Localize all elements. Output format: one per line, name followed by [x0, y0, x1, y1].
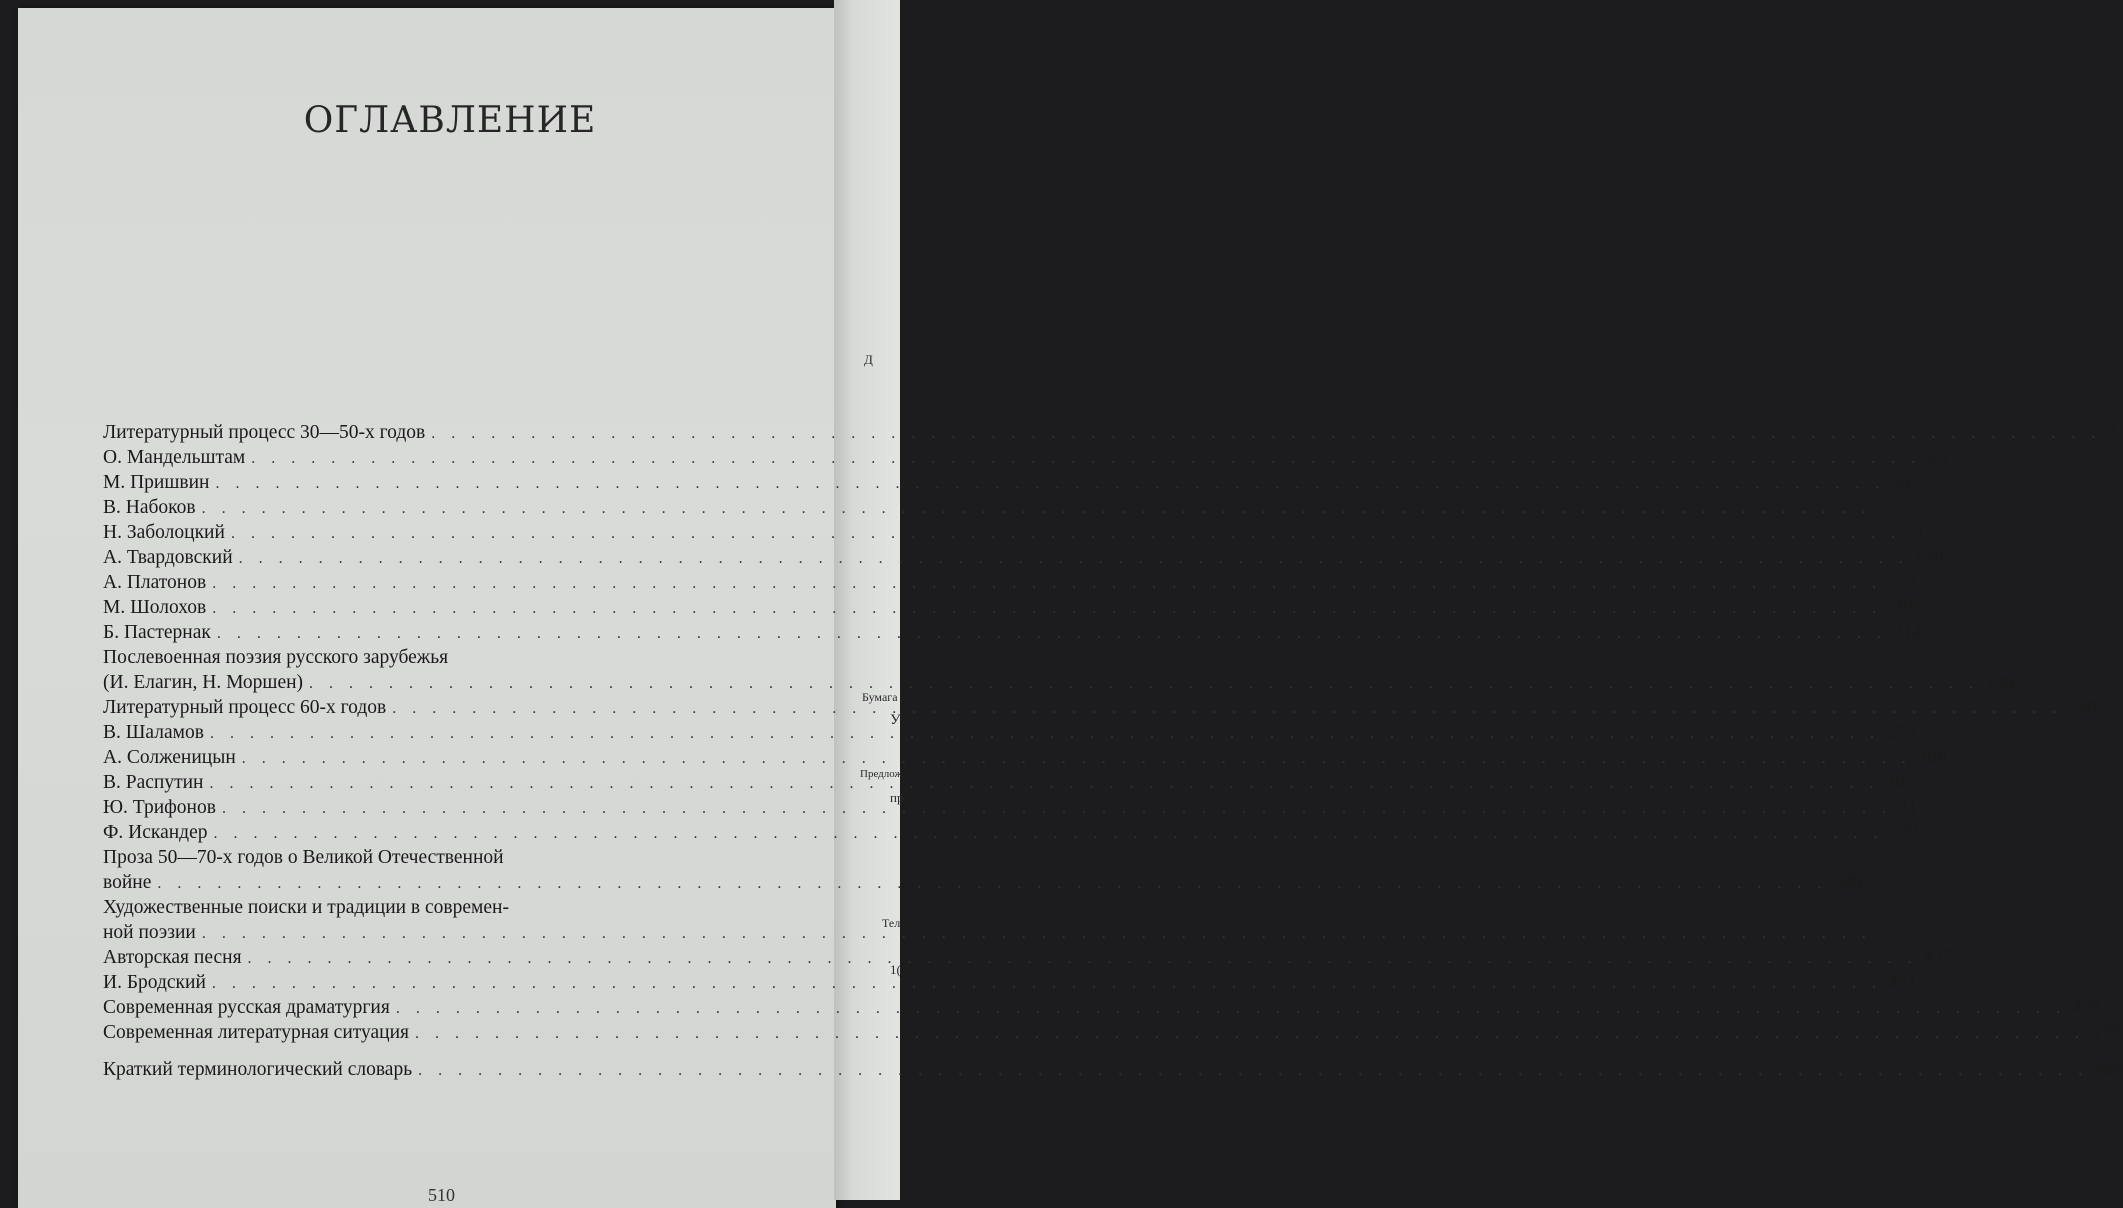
- toc-entry: [103, 720, 1916, 745]
- toc-entry-title: Литературный процесс 60-х годов: [103, 697, 387, 718]
- toc-entry: [103, 970, 1918, 995]
- toc-entry-page: 372: [1877, 922, 1908, 943]
- toc-entry-page: 248: [2068, 697, 2098, 718]
- page-number: 510: [428, 1185, 455, 1205]
- toc-entry-page: 214: [1892, 622, 1923, 643]
- toc-entry-page: 479: [2091, 1022, 2121, 1043]
- toc-entry-page: 333: [1889, 822, 1919, 843]
- toc-entry-page: 305: [1885, 772, 1915, 793]
- toc-entry-title: Ю. Трифонов: [103, 797, 216, 818]
- toc-entry-page: 77: [1877, 497, 1898, 518]
- toc-entry: [103, 620, 1923, 645]
- toc-entry-title: О. Мандельштам: [103, 447, 246, 468]
- toc-entry-title: Ф. Искандер: [103, 822, 208, 843]
- toc-entry-title: (И. Елагин, Н. Моршен): [103, 672, 304, 693]
- toc-entry-title: Краткий терминологический словарь: [103, 1059, 413, 1080]
- toc-entry-title: М. Шолохов: [103, 597, 207, 618]
- toc-entry-page: 349: [1833, 872, 1863, 893]
- toc-entry: [103, 945, 1953, 970]
- toc-entry-title-line1: Художественные поиски и традиции в современ-: [103, 897, 509, 918]
- toc-entry: [103, 495, 1898, 520]
- toc-entry: [103, 995, 2102, 1020]
- toc-entry-title: Современная русская драматургия: [103, 997, 390, 1018]
- toc-entry: [103, 820, 1919, 845]
- toc-entry-page: 128: [1914, 547, 1944, 568]
- leader-dots: [222, 796, 1892, 821]
- toc-entry-page: 459: [2071, 997, 2102, 1018]
- toc-entry-title: В. Набоков: [103, 497, 196, 518]
- adjacent-page-fragment: Тел: [882, 916, 901, 930]
- toc-entry-title: Н. Заболоцкий: [103, 522, 225, 543]
- toc-entry: [103, 545, 1944, 570]
- adjacent-page-fragment: У: [890, 712, 901, 728]
- toc-entry-title: А. Твардовский: [103, 547, 233, 568]
- toc-entry-page: 441: [1887, 972, 1918, 993]
- toc-entry-title: войне: [103, 872, 152, 893]
- toc-entry-page: 153: [1888, 572, 1918, 593]
- toc-entry-title: Литературный процесс 30—50-х годов: [103, 422, 426, 443]
- leader-dots: [251, 446, 1921, 471]
- toc-entry: [103, 670, 2015, 695]
- toc-entry-page: 53: [1891, 472, 1911, 493]
- toc-entry-title: Б. Пастернак: [103, 622, 211, 643]
- leader-dots: [210, 721, 1880, 746]
- leader-dots: [415, 1021, 2085, 1046]
- leader-dots: [202, 921, 1872, 946]
- toc-entry-title: В. Распутин: [103, 772, 204, 793]
- leader-dots: [431, 421, 2101, 446]
- leader-dots: [418, 1058, 2088, 1083]
- toc-entry: [103, 1020, 2121, 1045]
- adjacent-page-fragment: Д: [864, 352, 873, 367]
- leader-dots: [210, 771, 1880, 796]
- toc-entry-page: 288: [1917, 747, 1948, 768]
- adjacent-page-fragment: 1(: [890, 962, 901, 977]
- leader-dots: [231, 521, 1901, 546]
- contents-heading: ОГЛАВЛЕНИЕ: [303, 100, 597, 142]
- toc-entry-title-line1: Послевоенная поэзия русского зарубежья: [103, 647, 449, 668]
- toc-entry-page: 427: [1923, 947, 1953, 968]
- toc-entry-page: 499: [2094, 1059, 2123, 1080]
- toc-entry: [103, 520, 1936, 545]
- toc-entry: [103, 470, 1911, 495]
- toc-entry-title: И. Бродский: [103, 972, 206, 993]
- toc-entry-page: 317: [1897, 797, 1928, 818]
- toc-entry-title-line1: Проза 50—70-х годов о Великой Отечественной: [103, 847, 504, 868]
- toc-entry: [103, 420, 2117, 445]
- toc-entry-title: Современная литературная ситуация: [103, 1022, 410, 1043]
- toc-entry: [103, 595, 1918, 620]
- leader-dots: [212, 596, 1882, 621]
- toc-entry-title: А. Солженицын: [103, 747, 236, 768]
- toc-entry-title: В. Шаламов: [103, 722, 204, 743]
- leader-dots: [217, 621, 1887, 646]
- adjacent-page-fragment: пр: [890, 790, 904, 805]
- leader-dots: [157, 871, 1827, 896]
- toc-entry: [103, 445, 1947, 470]
- toc-entry: [103, 570, 1918, 595]
- leader-dots: [212, 971, 1882, 996]
- leader-dots: [212, 571, 1882, 596]
- adjacent-page-fragment: Бумага: [862, 690, 898, 704]
- leader-dots: [309, 671, 1979, 696]
- toc-entry-title: ной поэзии: [103, 922, 196, 943]
- leader-dots: [242, 746, 1912, 771]
- leader-dots: [239, 546, 1909, 571]
- leader-dots: [396, 996, 2066, 1021]
- toc-entry-page: 185: [1888, 597, 1918, 618]
- leader-dots: [248, 946, 1918, 971]
- toc-entry-title: М. Пришвин: [103, 472, 210, 493]
- toc-entry: [103, 870, 1863, 895]
- toc-entry-page: 113: [1906, 522, 1936, 543]
- leader-dots: [215, 471, 1885, 496]
- leader-dots: [202, 496, 1872, 521]
- toc-entry-page: 29: [1927, 447, 1947, 468]
- toc-entry: [103, 745, 1948, 770]
- adjacent-page-fragment: Предлож: [860, 768, 903, 780]
- leader-dots: [214, 821, 1884, 846]
- toc-entry-title: А. Платонов: [103, 572, 207, 593]
- toc-entry-title: Авторская песня: [103, 947, 242, 968]
- toc-entry-page: 236: [1985, 672, 2015, 693]
- leader-dots: [392, 696, 2062, 721]
- toc-entry: [103, 1057, 2123, 1082]
- toc-entry-page: 275: [1885, 722, 1916, 743]
- toc-entry-page: 3: [2107, 422, 2117, 443]
